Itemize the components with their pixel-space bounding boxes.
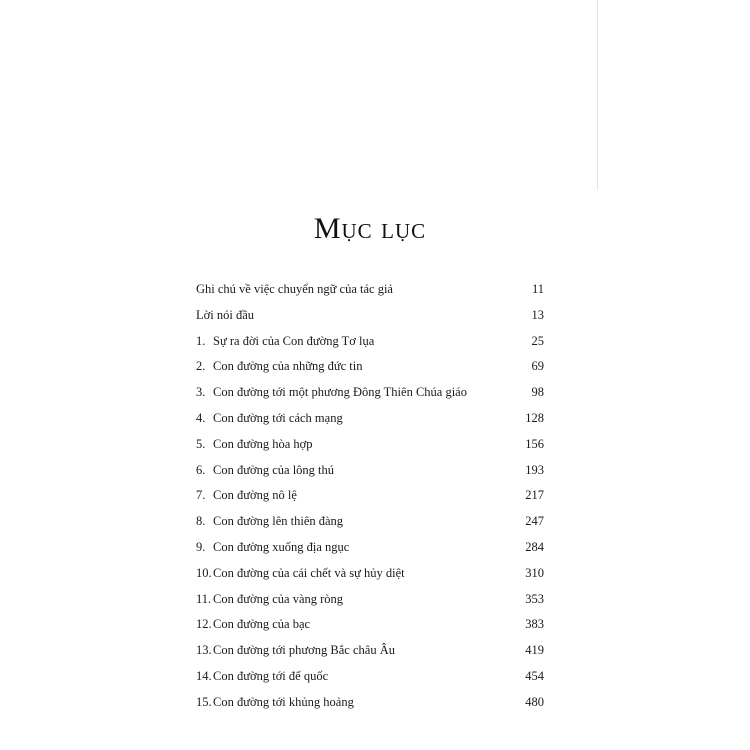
toc-entry-label: Con đường tới đế quốc bbox=[213, 668, 329, 683]
toc-entry-number: 9. bbox=[196, 539, 206, 554]
page-edge-line bbox=[597, 0, 598, 190]
toc-entry bbox=[196, 458, 544, 484]
toc-entry-label: Con đường lên thiên đàng bbox=[213, 514, 344, 529]
toc-entry-label: Con đường tới khủng hoảng bbox=[213, 694, 354, 709]
toc-entry-number: 8. bbox=[196, 514, 206, 529]
toc-entry-number: 12. bbox=[196, 617, 212, 632]
toc-entry-number: 10. bbox=[196, 565, 212, 580]
toc-entry-page: 13 bbox=[531, 307, 544, 322]
toc-entry bbox=[196, 535, 544, 561]
toc-entry-number: 1. bbox=[196, 333, 206, 348]
toc-entry-label: Con đường nô lệ bbox=[213, 488, 297, 503]
page-title: Mục lục bbox=[313, 212, 427, 246]
toc-entry-page: 284 bbox=[525, 539, 544, 554]
toc-entry bbox=[196, 612, 544, 638]
toc-entry-page: 98 bbox=[531, 385, 544, 400]
toc-entry bbox=[196, 587, 544, 613]
toc-entry-label: Con đường của những đức tin bbox=[213, 359, 363, 374]
toc-entry-number: 14. bbox=[196, 668, 212, 683]
toc-entry bbox=[196, 277, 544, 303]
toc-entry-page: 193 bbox=[525, 462, 544, 477]
toc-entry-page: 310 bbox=[525, 565, 544, 580]
toc-entry-label: Lời nói đầu bbox=[196, 307, 254, 322]
toc-entry-page: 25 bbox=[531, 333, 544, 348]
toc-entry bbox=[196, 380, 544, 406]
toc-entry-number: 15. bbox=[196, 694, 212, 709]
toc-entry-number: 5. bbox=[196, 436, 206, 451]
toc-entry-label: Con đường của lông thú bbox=[213, 462, 335, 477]
toc-entry-page: 156 bbox=[525, 436, 544, 451]
toc-entry-label: Con đường tới phương Bắc châu Âu bbox=[213, 643, 395, 658]
toc-entry-label: Con đường tới một phương Đông Thiên Chúa giáo bbox=[213, 385, 467, 400]
toc-entry-label: Con đường của bạc bbox=[213, 617, 311, 632]
toc-entry-number: 13. bbox=[196, 643, 212, 658]
toc-entry-number: 11. bbox=[196, 591, 212, 606]
toc-entry-label: Con đường của vàng ròng bbox=[213, 591, 344, 606]
toc-entry-label: Sự ra đời của Con đường Tơ lụa bbox=[213, 333, 375, 348]
toc-entry-page: 353 bbox=[525, 591, 544, 606]
toc-entry bbox=[196, 483, 544, 509]
toc-entry bbox=[196, 638, 544, 664]
toc-entry-page: 419 bbox=[525, 643, 544, 658]
toc-entry bbox=[196, 509, 544, 535]
toc-entry bbox=[196, 303, 544, 329]
toc-entry-page: 69 bbox=[531, 359, 544, 374]
toc-entry bbox=[196, 354, 544, 380]
toc-entry-page: 217 bbox=[525, 488, 544, 503]
toc-entry-page: 247 bbox=[525, 514, 544, 529]
toc-entry-number: 2. bbox=[196, 359, 206, 374]
toc-entry-label: Con đường của cái chết và sự hủy diệt bbox=[213, 565, 405, 580]
toc-entry bbox=[196, 432, 544, 458]
toc-entry-label: Con đường xuống địa ngục bbox=[213, 539, 350, 554]
toc-entry-number: 3. bbox=[196, 385, 206, 400]
toc-entry-page: 480 bbox=[525, 694, 544, 709]
toc-entry-number: 7. bbox=[196, 488, 206, 503]
toc-entry bbox=[196, 561, 544, 587]
toc-entry-label: Ghi chú về việc chuyển ngữ của tác giả bbox=[196, 282, 393, 296]
toc-entry bbox=[196, 329, 544, 355]
toc-entry-page: 11 bbox=[531, 282, 544, 296]
toc-entry bbox=[196, 406, 544, 432]
table-of-contents bbox=[196, 277, 544, 716]
toc-entry-label: Con đường hòa hợp bbox=[213, 436, 313, 451]
toc-entry bbox=[196, 664, 544, 690]
toc-entry-number: 6. bbox=[196, 462, 206, 477]
toc-entry-page: 128 bbox=[525, 410, 544, 425]
toc-entry-page: 454 bbox=[525, 668, 544, 683]
toc-entry-number: 4. bbox=[196, 410, 206, 425]
toc-entry-page: 383 bbox=[525, 617, 544, 632]
toc-entry bbox=[196, 690, 544, 716]
toc-entry-label: Con đường tới cách mạng bbox=[213, 410, 343, 425]
